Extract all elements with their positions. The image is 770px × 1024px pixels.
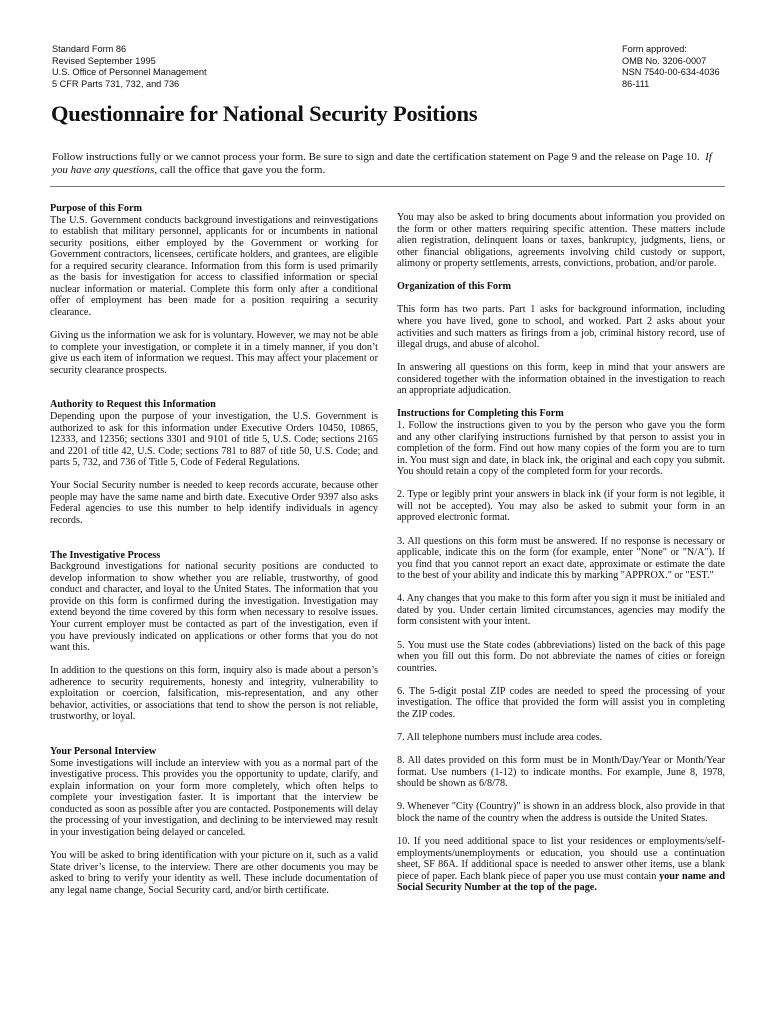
- form-number: Standard Form 86: [52, 44, 127, 54]
- instruction-5: 5. You must use the State codes (abbreviations) listed on the back of this page when you fill out this form. Do not abbreviate the names of cities or foreign countries.: [397, 639, 725, 674]
- intro-text: Follow instructions fully or we cannot process your form. Be sure to sign and date the certification statement on Page 9 and the release on Page 10.: [52, 151, 700, 163]
- process-heading: The Investigative Process: [50, 549, 161, 561]
- interview-paragraph-2: You will be asked to bring identification with your picture on it, such as a valid State driver’s license, to the interview. There are other documents you may be asked to bring to verify your identity as well. These include documentation of any legal name change, Social Security card, and/or birth certificate.: [50, 850, 378, 896]
- form-code: 86-111: [622, 78, 650, 89]
- instruction-3: 3. All questions on this form must be answered. If no response is necessary or applicable, indicate this on the form (for example, enter "None" or "N/A"). If you find that you cannot report an exact date, approximate or estimate the date to the best of your ability and indicate this by marking "APPROX." or "EST.": [397, 535, 725, 582]
- documents-paragraph: You may also be asked to bring documents about information you provided on the form or other matters requiring specific attention. These matters include alien registration, delinquent loans or taxes, bankruptcy, judgments, liens, or other financial obligations, agreements involving child custody or support, alimony or property settlements, arrests, convictions, probation, and/or parole.: [397, 212, 725, 270]
- instruction-10-bold: your name and Social Security Number at the top of the page.: [397, 870, 725, 894]
- instruction-9: 9. Whenever "City (Country)" is shown in an address block, also provide in that block the name of the country when the address is outside the United States.: [397, 801, 725, 824]
- process-paragraph-1: Background investigations for national security positions are conducted to develop information to show whether you are reliable, trustworthy, of good conduct and character, and loyal to the United States. The information that you provide on this form is confirmed during the investigation. Investigation may extend beyond the time covered by this form when necessary to resolve issues. Your current employer must be contacted as part of the investigation, even if you have previously indicated on applications or other forms that you do not want this.: [50, 561, 378, 654]
- instruction-6: 6. The 5-digit postal ZIP codes are needed to speed the processing of your investigation. The office that provided the form will assist you in completing the ZIP codes.: [397, 685, 725, 720]
- authority-paragraph-2: Your Social Security number is needed to keep records accurate, because other people may have the same name and birth date. Executive Order 9397 also asks Federal agencies to use this number to help identify individuals in agency records.: [50, 480, 378, 526]
- authority-heading: Authority to Request this Information: [50, 399, 216, 411]
- intro-paragraph: [52, 151, 722, 178]
- organization-paragraph-1: This form has two parts. Part 1 asks for background information, including where you have lived, gone to school, and worked. Part 2 asks about your activities and such matters as firings from a job, criminal history record, use of illegal drugs, and abuse of alcohol.: [397, 304, 725, 351]
- organization-paragraph-2: In answering all questions on this form, keep in mind that your answers are considered together with the information obtained in the investigation to reach an appropriate adjudication.: [397, 362, 725, 397]
- instructions-heading: Instructions for Completing this Form: [397, 408, 564, 420]
- process-paragraph-2: In addition to the questions on this form, inquiry also is made about a person’s adherence to security requirements, honesty and integrity, vulnerability to exploitation or coercion, falsification, mis-representation, and any other behavior, activities, or associations that tend to show the person is not reliable, trustworthy, or loyal.: [50, 665, 378, 723]
- authority-paragraph-1: Depending upon the purpose of your investigation, the U.S. Government is authorized to ask for this information under Executive Orders 10450, 10865, 12333, and 12356; sections 3301 and 9101 of title 5, U.S. Code; sections 2165 and 2201 of title 42, U.S. Code; sections 781 to 887 of title 50, U.S. Code; and parts 5, 732, and 736 of Title 5, Code of Federal Regulations.: [50, 410, 378, 469]
- form-cfr-parts: 5 CFR Parts 731, 732, and 736: [52, 78, 180, 89]
- page-title: Questionnaire for National Security Positions: [51, 101, 478, 126]
- form-revision: Revised September 1995: [52, 55, 156, 66]
- organization-heading: Organization of this Form: [397, 281, 512, 293]
- section-divider: [50, 186, 725, 187]
- left-column: [50, 203, 378, 908]
- instruction-10: [397, 836, 725, 894]
- instruction-7: 7. All telephone numbers must include area codes.: [397, 732, 603, 744]
- instruction-2: 2. Type or legibly print your answers in black ink (if your form is not legible, it will not be accepted). You may also be asked to submit your form in an approved electronic format.: [397, 489, 725, 524]
- nsn-number: NSN 7540-00-634-4036: [622, 67, 720, 78]
- form-agency: U.S. Office of Personnel Management: [52, 67, 207, 78]
- interview-paragraph-1: Some investigations will include an interview with you as a normal part of the investigative process. This provides you the opportunity to update, clarify, and explain information on your form more completely, which often helps to complete your investigation faster. It is important that the interview be conducted as soon as possible after you are contacted. Postponements will delay the processing of your investigation, and declining to be interviewed may result in your investigation being delayed or canceled.: [50, 757, 378, 838]
- form-approval-block: [622, 44, 720, 90]
- right-column: [397, 212, 725, 905]
- purpose-heading: Purpose of this Form: [50, 203, 142, 214]
- interview-heading: Your Personal Interview: [50, 746, 157, 758]
- omb-number: OMB No. 3206-0007: [622, 55, 707, 66]
- purpose-paragraph-1: The U.S. Government conducts background investigations and reinvestigations to establish that military personnel, applicants for or incumbents in national security positions, either employed by the Government or working for Government contractors, licensees, certificate holders, and grantees, are eligible for a required security clearance. Information from this form is used primarily as the basis for investigation for access to classified information or special nuclear information or material. Complete this form only after a conditional offer of employment has been made for a position requiring a security clearance.: [50, 214, 378, 318]
- instruction-10-text: 10. If you need additional space to list your residences or employments/self-employments/unemployments or education, you should use a continuation sheet, SF 86A. If additional space is needed to answer other items, use a blank piece of paper. Each blank piece of paper you use must contain: [397, 836, 725, 882]
- intro-italic: If you have any questions,: [52, 151, 712, 177]
- instruction-4: 4. Any changes that you make to this form after you sign it must be initialed and dated by you. Under certain limited circumstances, agencies may modify the form consistent with your intent.: [397, 593, 725, 628]
- intro-tail: call the office that gave you the form.: [159, 164, 326, 177]
- form-identification: [52, 44, 207, 90]
- instruction-8: 8. All dates provided on this form must be in Month/Day/Year or Month/Year format. Use numbers (1-12) to indicate months. For example, June 8, 1978, should be shown as 6/8/78.: [397, 755, 725, 790]
- form-approved-label: Form approved:: [622, 44, 687, 54]
- instruction-1: 1. Follow the instructions given to you by the person who gave you the form and any other clarifying instructions furnished by that person to assist you in completion of the form. Find out how many copies of the form you are to turn in. You must sign and date, in black ink, the original and each copy you submit. You should retain a copy of the completed form for your records.: [397, 420, 725, 478]
- purpose-paragraph-2: Giving us the information we ask for is voluntary. However, we may not be able to complete your investigation, or complete it in a timely manner, if you don’t give us each item of information we request. This may affect your placement or security clearance prospects.: [50, 330, 378, 376]
